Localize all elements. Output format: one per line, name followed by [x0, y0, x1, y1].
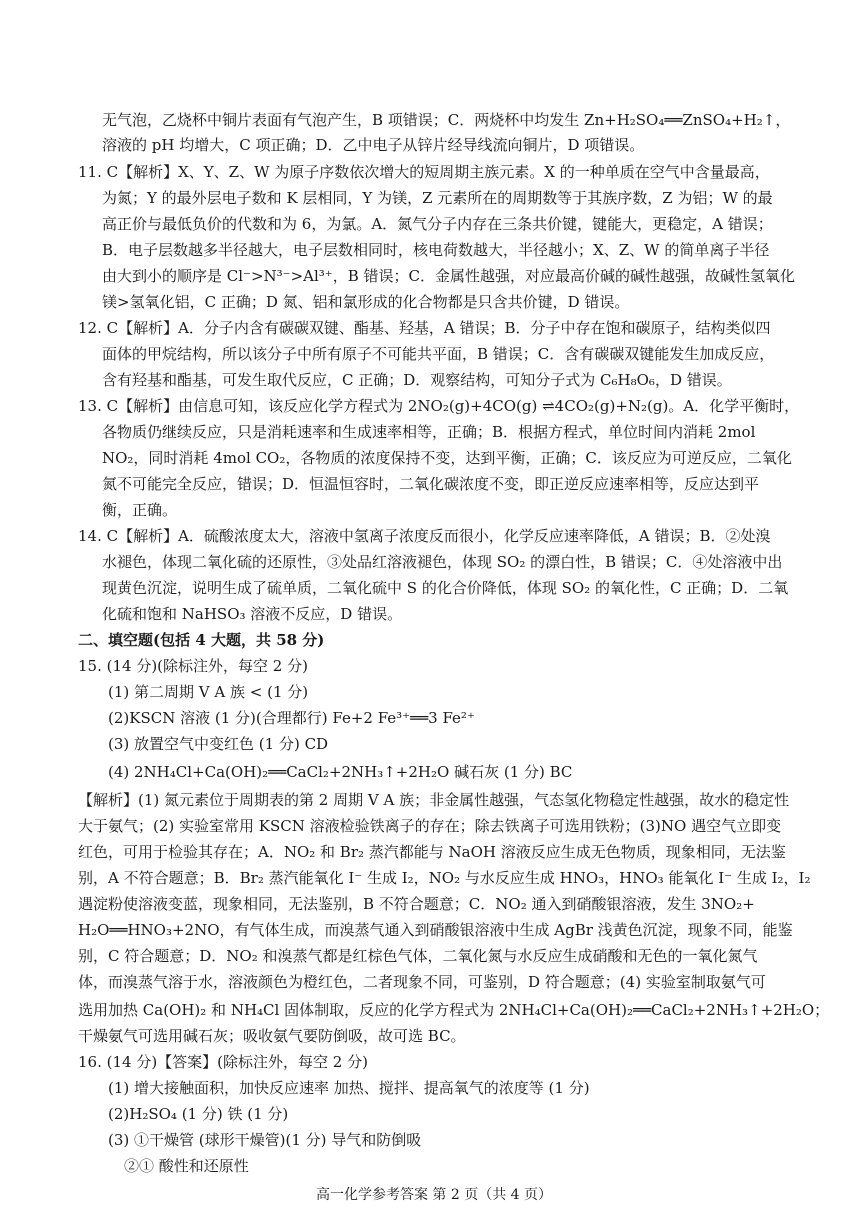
text-line: 16. (14 分)【答案】(除标注外，每空 2 分): [78, 1053, 368, 1071]
text-line: 11. C【解析】X、Y、Z、W 为原子序数依次增大的短周期主族元素。X 的一种单质在空气中含量最高，: [78, 163, 770, 181]
text-line: 高正价与最低负价的代数和为 6，为氯。A．氮气分子内存在三条共价键，键能大，更稳定，A 错误；: [102, 215, 773, 233]
text-line: 镁>氢氧化铝，C 正确；D 氮、铝和氯形成的化合物都是只含共价键，D 错误。: [102, 293, 630, 311]
text-line: 别，C 符合题意；D．NO₂ 和溴蒸气都是红棕色气体，二氧化氮与水反应生成硝酸和无色的一氧化氮气: [78, 947, 758, 965]
text-line: 遇淀粉使溶液变蓝，现象相同，无法鉴别，B 不符合题意；C．NO₂ 通入到硝酸银溶液，发生 3NO₂+: [78, 895, 755, 913]
text-line: 为氮；Y 的最外层电子数和 K 层相同，Y 为镁，Z 元素所在的周期数等于其族序数，Z 为铝；W 的最: [102, 189, 773, 207]
text-line: 【解析】(1) 氮元素位于周期表的第 2 周期 V A 族；非金属性越强，气态氢化物稳定性越强，故水的稳定性: [78, 791, 790, 809]
text-line: 水褪色，体现二氧化硫的还原性，③处品红溶液褪色，体现 SO₂ 的漂白性，B 错误；C．④处溶液中出: [102, 553, 783, 571]
text-line: (1) 第二周期 V A 族 < (1 分): [108, 683, 309, 701]
text-line: 无气泡，乙烧杯中铜片表面有气泡产生，B 项错误；C．两烧杯中均发生 Zn+H₂SO₄══ZnSO₄+H₂↑，: [102, 111, 791, 129]
text-line: 15. (14 分)(除标注外，每空 2 分): [78, 657, 308, 675]
page-footer: 高一化学参考答案 第 2 页（共 4 页）: [315, 1187, 553, 1203]
text-line: 溶液的 pH 均增大，C 项正确；D．乙中电子从锌片经导线流向铜片，D 项错误。: [102, 136, 645, 154]
text-line: 13. C【解析】由信息可知，该反应化学方程式为 2NO₂(g)+4CO(g) ⇌4CO₂(g)+N₂(g)。A．化学平衡时，: [78, 397, 800, 415]
text-line: 大于氨气；(2) 实验室常用 KSCN 溶液检验铁离子的存在；除去铁离子可选用铁粉；(3)NO 遇空气立即变: [78, 817, 782, 835]
text-line: (3) 放置空气中变红色 (1 分) CD: [108, 735, 329, 753]
text-line: 选用加热 Ca(OH)₂ 和 NH₄Cl 固体制取，反应的化学方程式为 2NH₄Cl+Ca(OH)₂══CaCl₂+2NH₃↑+2H₂O；: [78, 1001, 830, 1019]
text-line: ②① 酸性和还原性: [124, 1157, 249, 1175]
text-line: 衡，正确。: [102, 501, 178, 519]
text-line: B．电子层数越多半径越大，电子层数相同时，核电荷数越大，半径越小；X、Z、W 的简单离子半径: [102, 241, 770, 259]
text-line: 各物质仍继续反应，只是消耗速率和生成速率相等，正确；B．根据方程式，单位时间内消耗 2mol: [102, 423, 756, 441]
text-line: NO₂，同时消耗 4mol CO₂，各物质的浓度保持不变，达到平衡，正确；C．该反应为可逆反应，二氧化: [102, 449, 792, 467]
text-line: 含有羟基和酯基，可发生取代反应，C 正确；D．观察结构，可知分子式为 C₆H₈O₆，D 错误。: [102, 371, 732, 389]
text-line: (3) ①干燥管 (球形干燥管)(1 分) 导气和防倒吸: [108, 1131, 422, 1149]
text-line: 氮不可能完全反应，错误；D．恒温恒容时，二氧化碳浓度不变，即正逆反应速率相等，反应达到平: [102, 475, 760, 493]
text-line: 14. C【解析】A．硫酸浓度太大，溶液中氢离子浓度反而很小，化学反应速率降低，A 错误；B．②处溴: [78, 527, 771, 545]
text-line: 红色，可用于检验其存在；A．NO₂ 和 Br₂ 蒸汽都能与 NaOH 溶液反应生成无色物质，现象相同，无法鉴: [78, 843, 786, 861]
text-line: (4) 2NH₄Cl+Ca(OH)₂══CaCl₂+2NH₃↑+2H₂O 碱石灰 (1 分) BC: [108, 763, 573, 781]
text-line: 体，而溴蒸气溶于水，溶液颜色为橙红色，二者现象不同，可鉴别，D 符合题意；(4) 实验室制取氨气可: [78, 973, 766, 991]
text-line: 别，A 不符合题意；B．Br₂ 蒸汽能氧化 I⁻ 生成 I₂，NO₂ 与水反应生成 HNO₃，HNO₃ 能氧化 I⁻ 生成 I₂，I₂: [78, 869, 811, 887]
text-line: 面体的甲烷结构，所以该分子中所有原子不可能共平面，B 错误；C．含有碳碳双键能发生加成反应，: [102, 345, 775, 363]
text-line: 干燥氨气可选用碱石灰；吸收氨气要防倒吸，故可选 BC。: [78, 1027, 466, 1045]
text-line: H₂O══HNO₃+2NO，有气体生成，而溴蒸气通入到硝酸银溶液中生成 AgBr 浅黄色沉淀，现象不同，能鉴: [78, 921, 793, 939]
text-line: 12. C【解析】A．分子内含有碳碳双键、酯基、羟基，A 错误；B．分子中存在饱和碳原子，结构类似四: [78, 319, 771, 337]
text-line: 由大到小的顺序是 Cl⁻>N³⁻>Al³⁺，B 错误；C．金属性越强，对应最高价碱的碱性越强，故碱性氢氧化: [102, 267, 795, 285]
text-line: (1) 增大接触面积，加快反应速率 加热、搅拌、提高氧气的浓度等 (1 分): [108, 1079, 590, 1097]
text-line: (2)KSCN 溶液 (1 分)(合理都行) Fe+2 Fe³⁺══3 Fe²⁺: [108, 709, 475, 727]
text-line: 现黄色沉淀，说明生成了硫单质，二氧化硫中 S 的化合价降低，体现 SO₂ 的氧化性，C 正确；D．二氧: [102, 579, 789, 597]
text-line: 化硫和饱和 NaHSO₃ 溶液不反应，D 错误。: [102, 605, 403, 623]
text-line: 二、填空题(包括 4 大题，共 58 分): [78, 631, 325, 649]
text-line: (2)H₂SO₄ (1 分) 铁 (1 分): [108, 1105, 289, 1123]
